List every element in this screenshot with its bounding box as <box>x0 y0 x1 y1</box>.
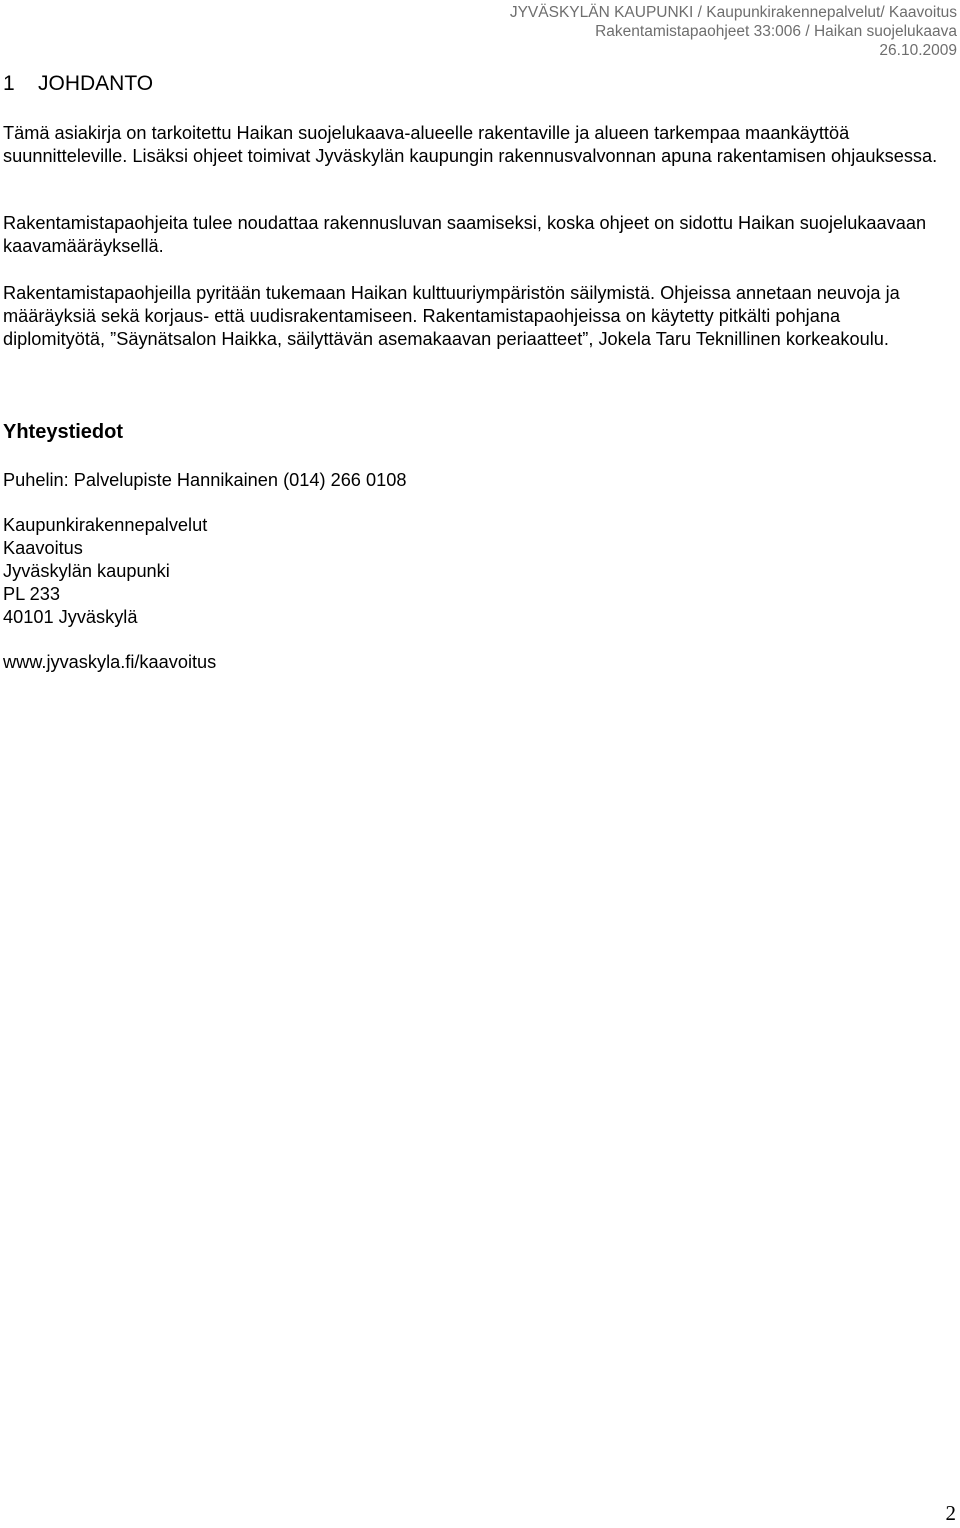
intro-paragraph-3: Rakentamistapaohjeilla pyritään tukemaan Haikan kulttuuriympäristön säilymistä. Ohjeissa annetaan neuvoja ja määräyksiä sekä korjaus- että uudisrakentamiseen. Rakentamistapaohjeissa on käytetty pitkälti pohjana diplomityötä, ”Säynätsalon Haikka, säilyttävän asemakaavan periaatteet”, Jokela Taru Teknillinen korkeakoulu. <box>3 283 900 350</box>
section-heading <box>3 71 153 97</box>
address-line: Kaupunkirakennepalvelut <box>3 515 208 535</box>
header-organization: JYVÄSKYLÄN KAUPUNKI / Kaupunkirakennepalvelut/ Kaavoitus <box>509 4 957 21</box>
header-document-title: Rakentamistapaohjeet 33:006 / Haikan suojelukaava <box>595 23 957 40</box>
contact-address <box>3 514 207 629</box>
contact-heading: Yhteystiedot <box>3 421 124 443</box>
page-header <box>510 3 957 60</box>
intro-paragraph-2: Rakentamistapaohjeita tulee noudattaa rakennusluvan saamiseksi, koska ohjeet on sidottu Haikan suojelukaavaan kaavamääräyksellä. <box>3 213 927 257</box>
contact-phone: Puhelin: Palvelupiste Hannikainen (014) 266 0108 <box>3 470 407 490</box>
contact-website-link[interactable]: www.jyvaskyla.fi/kaavoitus <box>3 652 217 672</box>
section-title: JOHDANTO <box>38 72 154 95</box>
address-line: Kaavoitus <box>3 538 83 558</box>
address-line: PL 233 <box>3 584 60 604</box>
page-number: 2 <box>945 1501 956 1525</box>
section-number: 1 <box>3 72 15 95</box>
header-date: 26.10.2009 <box>879 42 957 59</box>
intro-paragraph-1: Tämä asiakirja on tarkoitettu Haikan suojelukaava-alueelle rakentaville ja alueen tarkempaa maankäyttöä suunnitteleville. Lisäksi ohjeet toimivat Jyväskylän kaupungin rakennusvalvonnan apuna rakentamisen ohjauksessa. <box>3 123 938 167</box>
address-line: 40101 Jyväskylä <box>3 607 138 627</box>
address-line: Jyväskylän kaupunki <box>3 561 170 581</box>
